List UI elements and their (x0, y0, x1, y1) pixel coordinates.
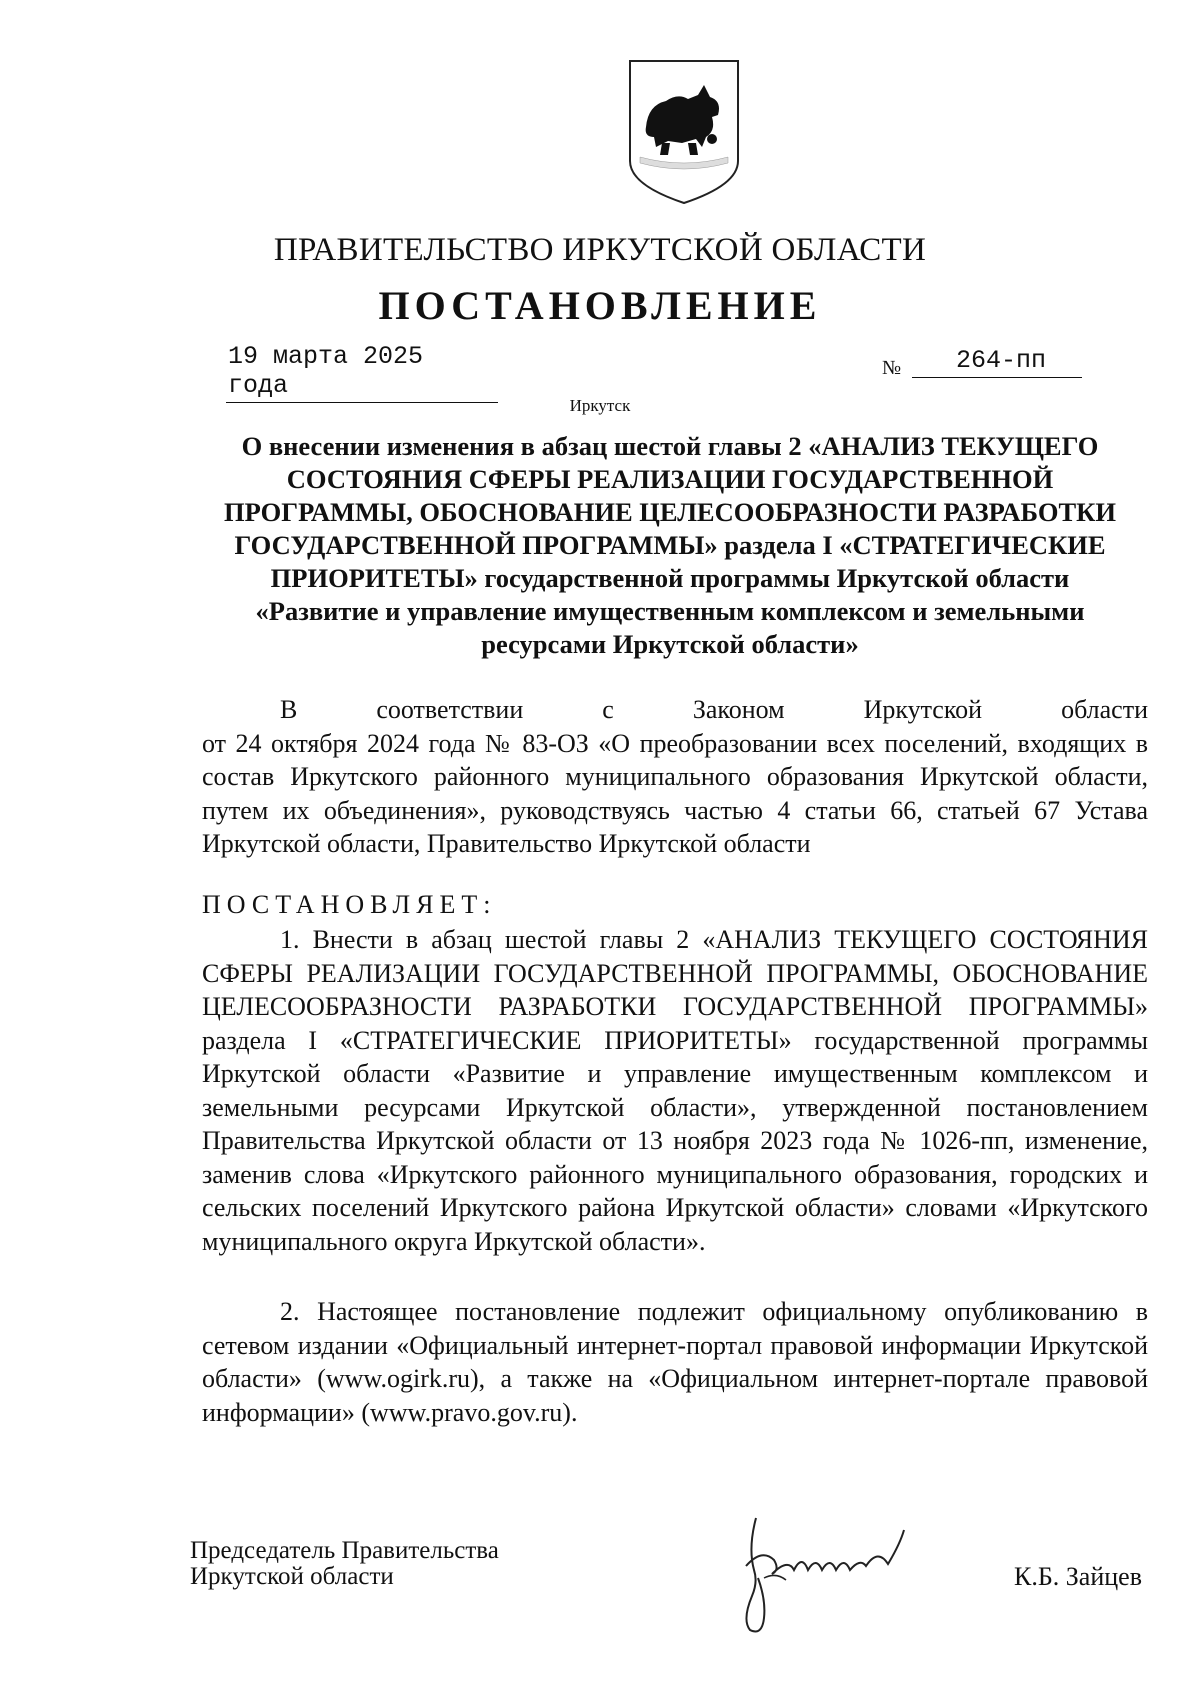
resolves-heading: ПОСТАНОВЛЯЕТ: (202, 890, 497, 919)
basis-paragraph (202, 693, 1148, 861)
handwritten-signature-icon (728, 1508, 968, 1638)
document-city: Иркутск (569, 396, 631, 415)
paragraph-1: 1. Внести в абзац шестой главы 2 «АНАЛИЗ ТЕКУЩЕГО СОСТОЯНИЯ СФЕРЫ РЕАЛИЗАЦИИ ГОСУДАРСТВЕННОЙ ПРОГРАММЫ, ОБОСНОВАНИЕ ЦЕЛЕСООБРАЗНОСТИ РАЗРАБОТКИ ГОСУДАРСТВЕННОЙ ПРОГРАММЫ» раздела I «СТРАТЕГИЧЕСКИЕ ПРИОРИТЕТЫ» государственной программы Иркутской области «Развитие и управление имущественным комплексом и земельными ресурсами Иркутской области», утвержденной постановлением Правительства Иркутской области от 13 ноября 2023 года № 1026-пп, изменение, заменив слова «Иркутского районного муниципального образования, городских и сельских поселений Иркутского района Иркутской области» словами «Иркутского муниципального округа Иркутской области». (202, 925, 1148, 1256)
number-sign: № (882, 357, 902, 379)
coat-of-arms-icon (626, 57, 742, 207)
document-type-title: ПОСТАНОВЛЕНИЕ (378, 283, 822, 328)
document-number: 264-пп (912, 346, 1082, 378)
basis-rest: от 24 октября 2024 года № 83-ОЗ «О преобразовании всех поселений, входящих в состав Иркутского районного муниципального образования Иркутской области, путем их объединения», руководствуясь частью 4 статьи 66, статьей 67 Устава Иркутской области, Правительство Иркутской области (202, 728, 1148, 858)
signer-title (190, 1538, 499, 1590)
paragraph-2: 2. Настоящее постановление подлежит официальному опубликованию в сетевом издании «Официальный интернет-портал правовой информации Иркутской области» (www.ogirk.ru), а также на «Официальном интернет-портале правовой информации» (www.pravo.gov.ru). (202, 1297, 1148, 1427)
signer-title-line-2: Иркутской области (190, 1563, 394, 1590)
signer-name: К.Б. Зайцев (1014, 1562, 1142, 1591)
document-date: 19 марта 2025 года (226, 342, 498, 403)
organization-title: ПРАВИТЕЛЬСТВО ИРКУТСКОЙ ОБЛАСТИ (273, 232, 927, 268)
basis-first-line: В соответствии с Законом Иркутской области (280, 695, 1148, 724)
document-heading: О внесении изменения в абзац шестой главы 2 «АНАЛИЗ ТЕКУЩЕГО СОСТОЯНИЯ СФЕРЫ РЕАЛИЗАЦИИ ГОСУДАРСТВЕННОЙ ПРОГРАММЫ, ОБОСНОВАНИЕ ЦЕЛЕСООБРАЗНОСТИ РАЗРАБОТКИ ГОСУДАРСТВЕННОЙ ПРОГРАММЫ» раздела I «СТРАТЕГИЧЕСКИЕ ПРИОРИТЕТЫ» государственной программы Иркутской области «Развитие и управление имущественным комплексом и земельными ресурсами Иркутской области» (223, 431, 1117, 659)
signer-title-line-1: Председатель Правительства (190, 1537, 499, 1564)
